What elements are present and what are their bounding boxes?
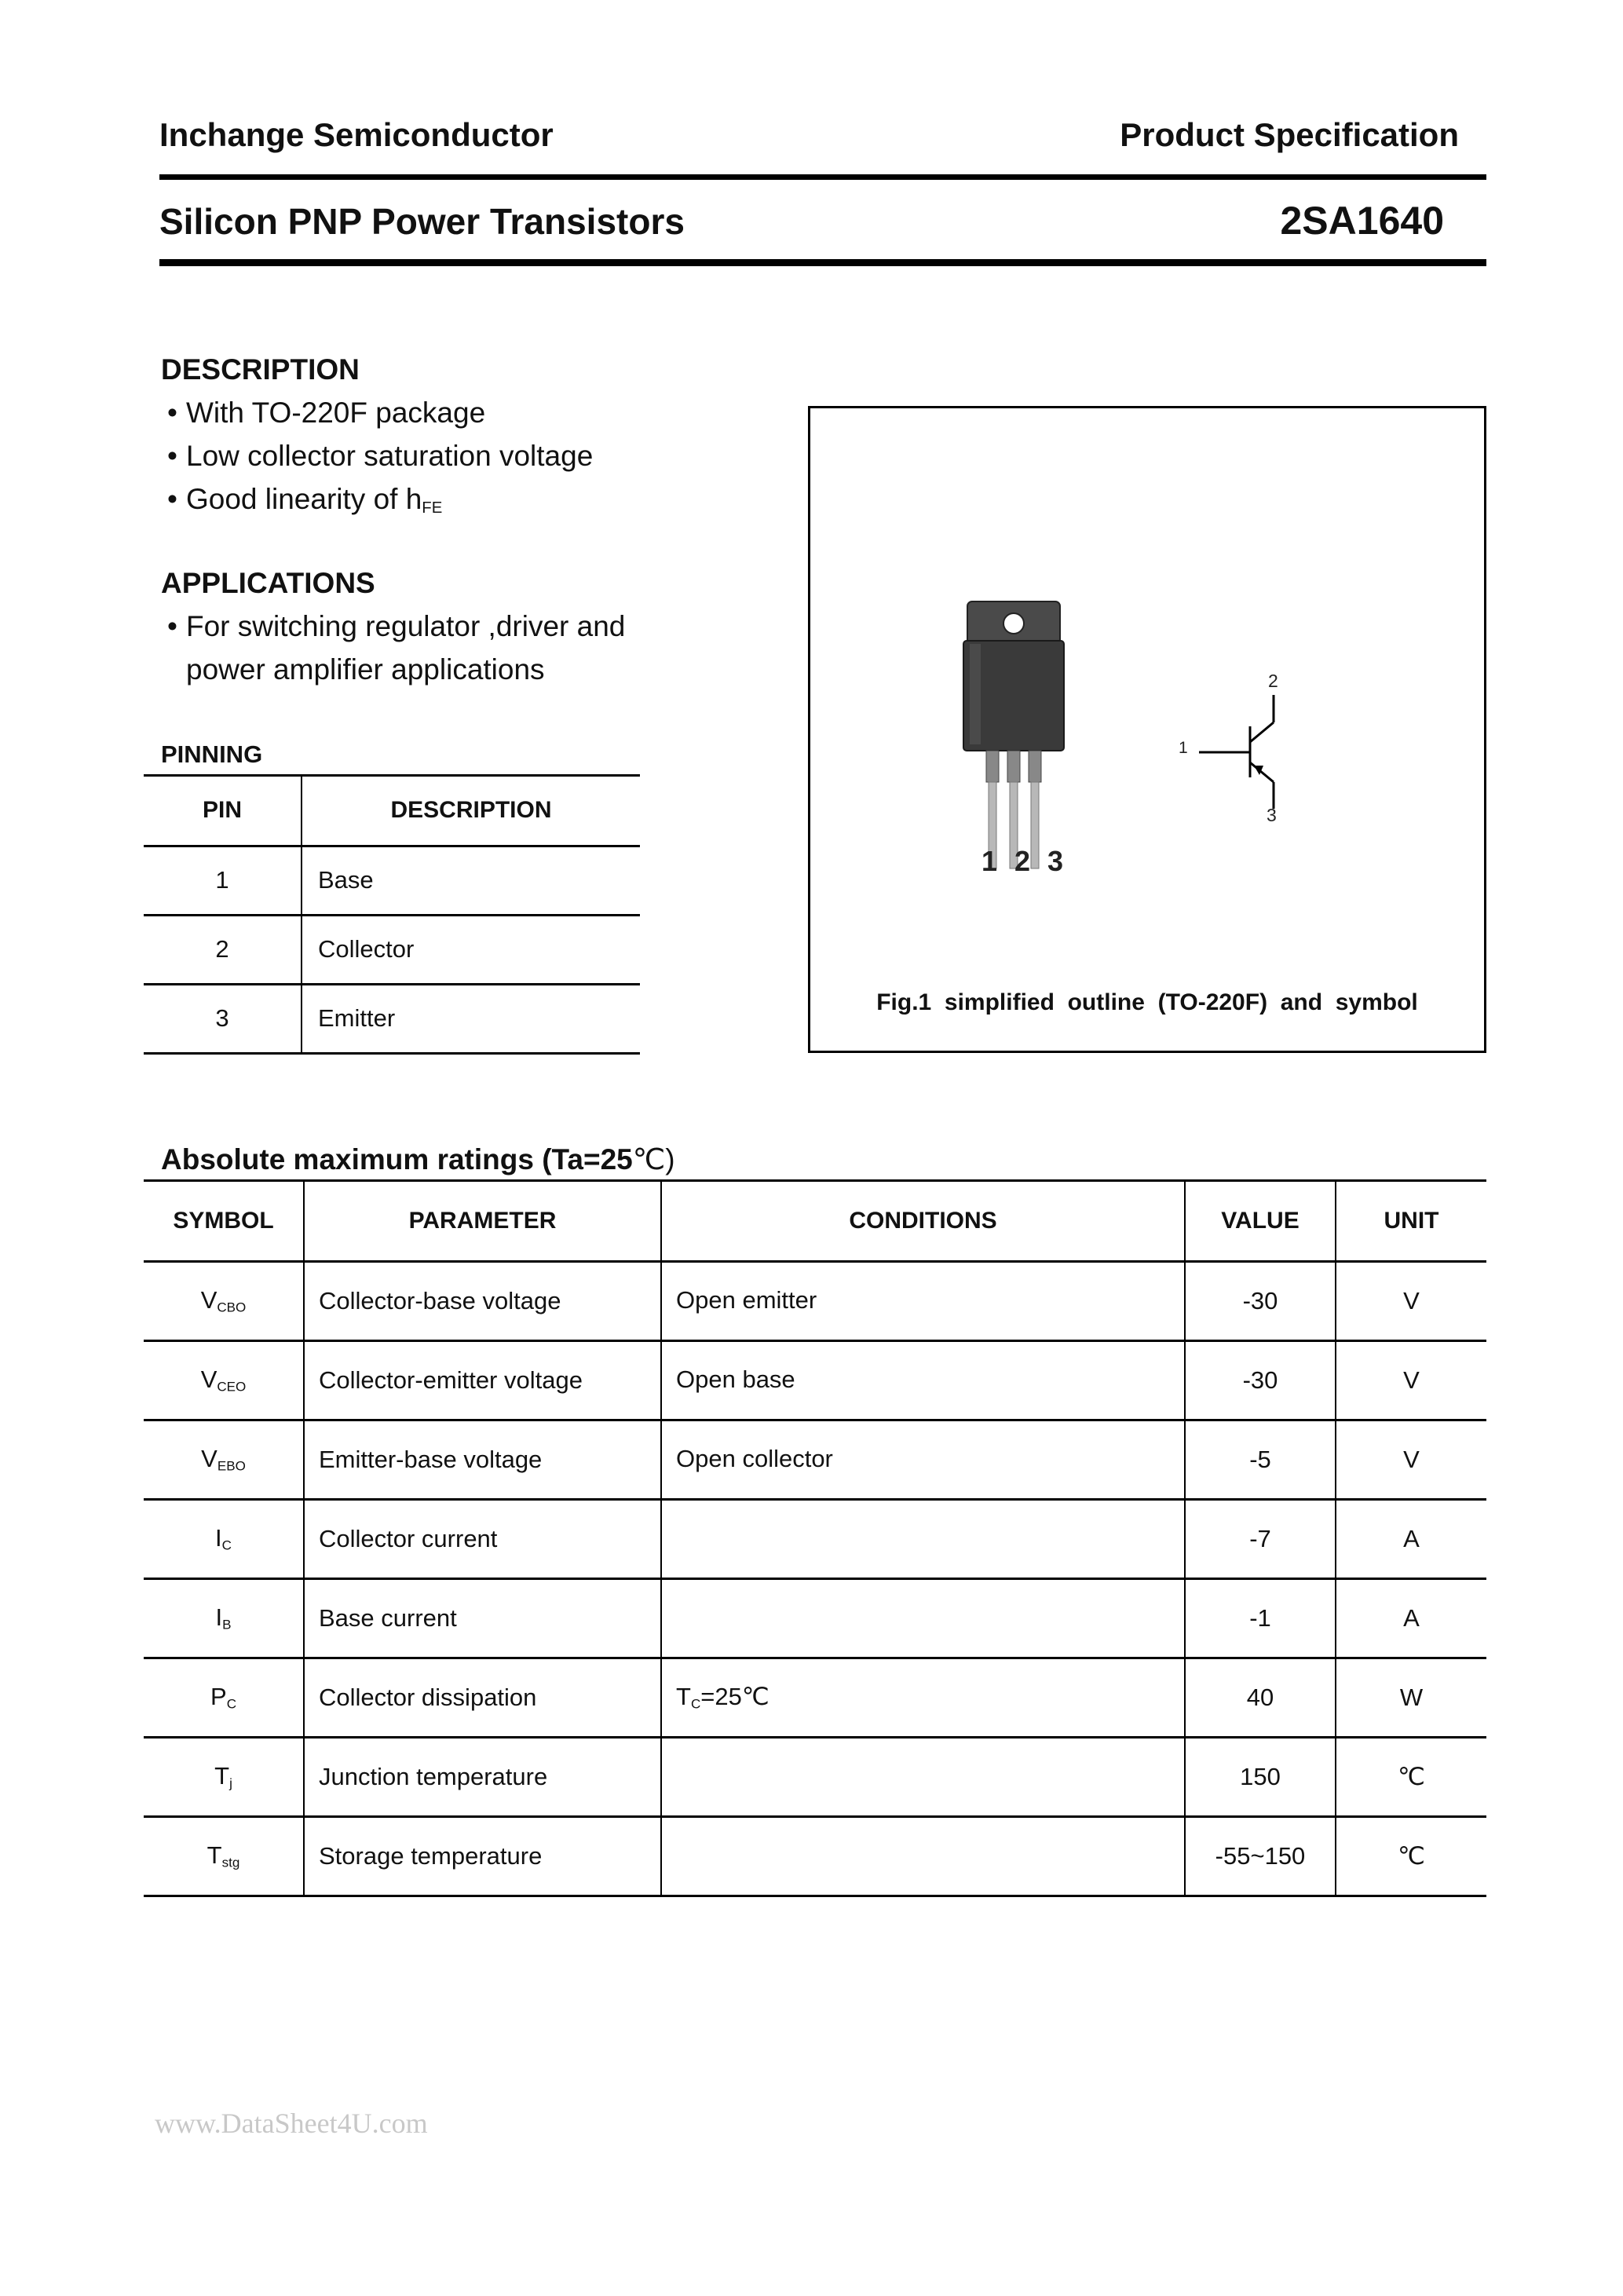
description-item: [167, 440, 593, 473]
parameter-cell: Junction temperature: [304, 1737, 661, 1816]
conditions-cell: [661, 1816, 1185, 1896]
description-item-text: Low collector saturation voltage: [186, 440, 594, 472]
figure-drawing: [810, 408, 1484, 1051]
figure-caption: Fig.1 simplified outline (TO-220F) and symbol: [876, 989, 1418, 1015]
lead-1: [986, 751, 999, 782]
symbol-cell: $P_C$: [144, 1658, 304, 1737]
symbol-label-base: 1: [1179, 739, 1188, 757]
conditions-cell: [661, 1578, 1185, 1658]
conditions-header: CONDITIONS: [661, 1182, 1185, 1261]
value-cell: 40: [1185, 1658, 1336, 1737]
symbol-label-collector: 2: [1268, 671, 1278, 691]
description-item-text: With TO-220F package: [186, 397, 486, 429]
value-cell: -30: [1185, 1261, 1336, 1340]
description-title: DESCRIPTION: [161, 353, 360, 386]
parameter-cell: Collector dissipation: [304, 1658, 661, 1737]
pin-description: Emitter: [302, 984, 640, 1053]
applications-item: [167, 610, 625, 643]
parameter-cell: Collector-base voltage: [304, 1261, 661, 1340]
value-cell: -7: [1185, 1499, 1336, 1578]
parameter-cell: Storage temperature: [304, 1816, 661, 1896]
value-header: VALUE: [1185, 1182, 1336, 1261]
conditions-cell: Open collector: [661, 1420, 1185, 1499]
parameter-cell: Base current: [304, 1578, 661, 1658]
value-cell: -5: [1185, 1420, 1336, 1499]
pin-number: 2: [144, 915, 302, 984]
unit-cell: A: [1336, 1499, 1486, 1578]
header-rule-top: [159, 174, 1486, 180]
description-header: DESCRIPTION: [302, 777, 640, 846]
value-cell: -55~150: [1185, 1816, 1336, 1896]
pinning-table: [144, 777, 640, 1055]
ratings-header-row: [144, 1182, 1486, 1261]
value-cell: -1: [1185, 1578, 1336, 1658]
unit-cell: V: [1336, 1420, 1486, 1499]
conditions-cell: Open emitter: [661, 1261, 1185, 1340]
symbol-cell: $I_C$: [144, 1499, 304, 1578]
pin-description: Collector: [302, 915, 640, 984]
symbol-label-emitter: 3: [1267, 805, 1277, 825]
pin-number: 3: [144, 984, 302, 1053]
symbol-header: SYMBOL: [144, 1182, 304, 1261]
bullet-mark: •: [167, 397, 177, 429]
unit-cell: A: [1336, 1578, 1486, 1658]
unit-cell: ℃: [1336, 1737, 1486, 1816]
conditions-cell: [661, 1499, 1185, 1578]
applications-line-2: power amplifier applications: [186, 653, 545, 686]
package-mount-hole: [1003, 613, 1024, 634]
product-family: Silicon PNP Power Transistors: [159, 201, 685, 242]
unit-cell: ℃: [1336, 1816, 1486, 1896]
symbol-cell: $V_{CBO}$: [144, 1261, 304, 1340]
parameter-cell: Collector current: [304, 1499, 661, 1578]
pin-header: PIN: [144, 777, 302, 846]
conditions-cell: [661, 1737, 1185, 1816]
figure-box: [808, 406, 1486, 1053]
parameter-cell: Collector-emitter voltage: [304, 1340, 661, 1420]
watermark-link[interactable]: www.DataSheet4U.com: [155, 2108, 428, 2139]
lead-3: [1029, 751, 1041, 782]
ratings-title-unit: ℃): [632, 1143, 675, 1175]
symbol-cell: $T_{stg}$: [144, 1816, 304, 1896]
unit-cell: V: [1336, 1340, 1486, 1420]
value-cell: -30: [1185, 1340, 1336, 1420]
symbol-cell: $V_{CEO}$: [144, 1340, 304, 1420]
conditions-cell: Open base: [661, 1340, 1185, 1420]
ratings-title: [161, 1143, 675, 1176]
part-number: 2SA1640: [1280, 199, 1444, 243]
conditions-cell: $T_C=25℃$: [661, 1658, 1185, 1737]
table-row: [144, 984, 640, 1053]
table-row: [144, 1340, 1486, 1420]
hfe-subscript: FE: [422, 499, 443, 517]
lead-number-labels: 1 2 3: [981, 845, 1069, 877]
header-rule-bottom: [159, 259, 1486, 266]
table-row: [144, 1816, 1486, 1896]
unit-header: UNIT: [1336, 1182, 1486, 1261]
description-item: [167, 397, 485, 430]
to220f-package-image: [963, 601, 1064, 868]
bullet-mark: •: [167, 483, 177, 515]
symbol-cell: $V_{EBO}$: [144, 1420, 304, 1499]
value-cell: 150: [1185, 1737, 1336, 1816]
unit-cell: W: [1336, 1658, 1486, 1737]
symbol-cell: $I_B$: [144, 1578, 304, 1658]
pinning-header-row: [144, 777, 640, 846]
pin-number: 1: [144, 846, 302, 915]
applications-title: APPLICATIONS: [161, 567, 375, 599]
company-name: Inchange Semiconductor: [159, 116, 554, 153]
unit-cell: V: [1336, 1261, 1486, 1340]
table-row: [144, 846, 640, 915]
pin-description: Base: [302, 846, 640, 915]
pnp-transistor-symbol: [1199, 695, 1274, 809]
table-row: [144, 1261, 1486, 1340]
document-type: Product Specification: [1120, 116, 1459, 153]
table-row: [144, 915, 640, 984]
ratings-table: [144, 1182, 1486, 1897]
ratings-title-text: Absolute maximum ratings (Ta=25: [161, 1143, 633, 1175]
table-row: [144, 1420, 1486, 1499]
bullet-mark: •: [167, 610, 177, 642]
parameter-header: PARAMETER: [304, 1182, 661, 1261]
description-item: [167, 483, 442, 517]
table-row: [144, 1658, 1486, 1737]
symbol-cell: $T_j$: [144, 1737, 304, 1816]
description-item-text: Good linearity of h: [186, 483, 422, 515]
lead-2: [1007, 751, 1020, 782]
applications-line-1: For switching regulator ,driver and: [186, 610, 626, 642]
pinning-title: PINNING: [161, 740, 263, 768]
table-row: [144, 1499, 1486, 1578]
table-row: [144, 1578, 1486, 1658]
bullet-mark: •: [167, 440, 177, 472]
parameter-cell: Emitter-base voltage: [304, 1420, 661, 1499]
table-row: [144, 1737, 1486, 1816]
